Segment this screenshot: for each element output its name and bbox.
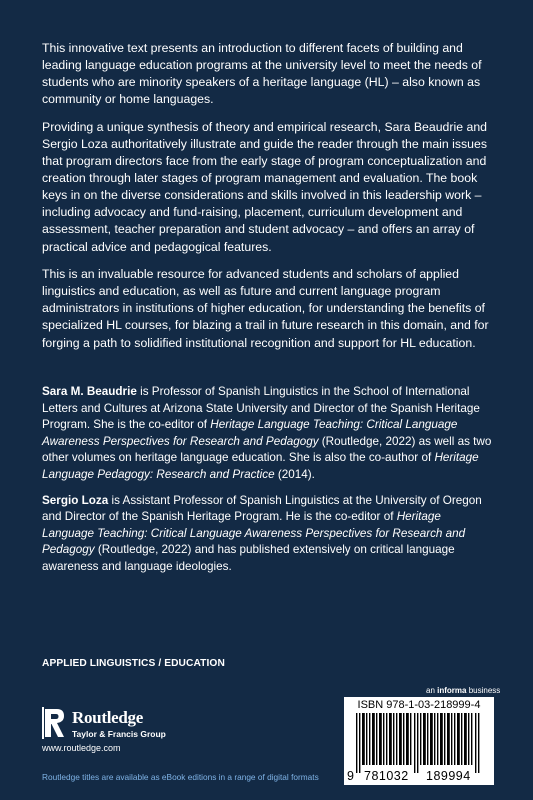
informa-prefix: an xyxy=(426,686,438,695)
subject-category: APPLIED LINGUISTICS / EDUCATION xyxy=(42,658,225,669)
book-title: Heritage Language Teaching: Critical Language Awareness Perspectives for Research and Pedagogy xyxy=(42,510,466,557)
author-name-loza: Sergio Loza xyxy=(42,493,109,507)
publisher-block xyxy=(42,707,252,757)
barcode-group-2: 189994 xyxy=(426,769,471,783)
barcode-bars-icon xyxy=(356,713,484,773)
bio-text: (Routledge, 2022) as well as two other volumes on heritage language education. She is also the co-author of xyxy=(42,434,492,465)
publisher-group: Taylor & Francis Group xyxy=(72,729,166,739)
isbn-barcode xyxy=(344,697,494,785)
publisher-url: www.routledge.com xyxy=(42,743,121,753)
barcode-first-digit: 9 xyxy=(347,769,355,783)
bio-text: (2014). xyxy=(274,468,315,482)
informa-tagline xyxy=(426,686,500,695)
author-name-beaudrie: Sara M. Beaudrie xyxy=(42,385,137,399)
description-paragraph-2: Providing a unique synthesis of theory and empirical research, Sara Beaudrie and Sergio Loza authoritatively illustrate and guide the reader through the main issues that program directors face from the early stage of program conceptualization and creation through later stages of program management and evaluation. The book keys in on the diverse considerations and skills involved in this leadership work – including advocacy and fund-raising, placement, curriculum development and assessment, teacher preparation and student advocacy – and offers an array of practical advice and pedagogical features. xyxy=(42,119,488,254)
routledge-logo-icon xyxy=(42,707,66,739)
book-title: Heritage Language Pedagogy: Research and Practice xyxy=(42,451,479,482)
barcode-group-1: 781032 xyxy=(364,769,409,783)
back-cover-text xyxy=(42,40,494,585)
description-paragraph-1: This innovative text presents an introduction to different facets of building and leading language education programs at the university level to meet the needs of students who are minority speakers of a heritage language (HL) – also known as community or home languages. xyxy=(42,41,482,107)
description-paragraph-3: This is an invaluable resource for advanced students and scholars of applied linguistics and education, as well as future and current language program administrators in institutions of higher education, for understanding the benefits of specialized HL courses, for blazing a trail in future research in this domain, and for forging a path to solidified institutional recognition and support for HL education. xyxy=(42,267,489,350)
bio-text: is Assistant Professor of Spanish Linguistics at the University of Oregon and Director of the Spanish Heritage Program. He is the co-editor of xyxy=(42,493,482,524)
informa-suffix: business xyxy=(466,686,501,695)
informa-brand: informa xyxy=(437,686,467,695)
author-bio-loza xyxy=(42,493,494,576)
book-title: Heritage Language Teaching: Critical Language Awareness Perspectives for Research and Pedagogy xyxy=(42,418,458,448)
bio-text: is Professor of Spanish Linguistics in the School of International Letters and Cultures at Arizona State University and Director of the Spanish Heritage Program. She is the co-editor of xyxy=(42,385,480,432)
bio-text: (Routledge, 2022) and has published extensively on critical language awareness and language ideologies. xyxy=(42,543,455,574)
ebook-availability-note: Routledge titles are available as eBook editions in a range of digital formats xyxy=(42,772,319,782)
author-bio-beaudrie xyxy=(42,384,494,484)
publisher-name: Routledge xyxy=(72,708,143,727)
isbn-number: ISBN 978-1-03-218999-4 xyxy=(357,699,481,711)
